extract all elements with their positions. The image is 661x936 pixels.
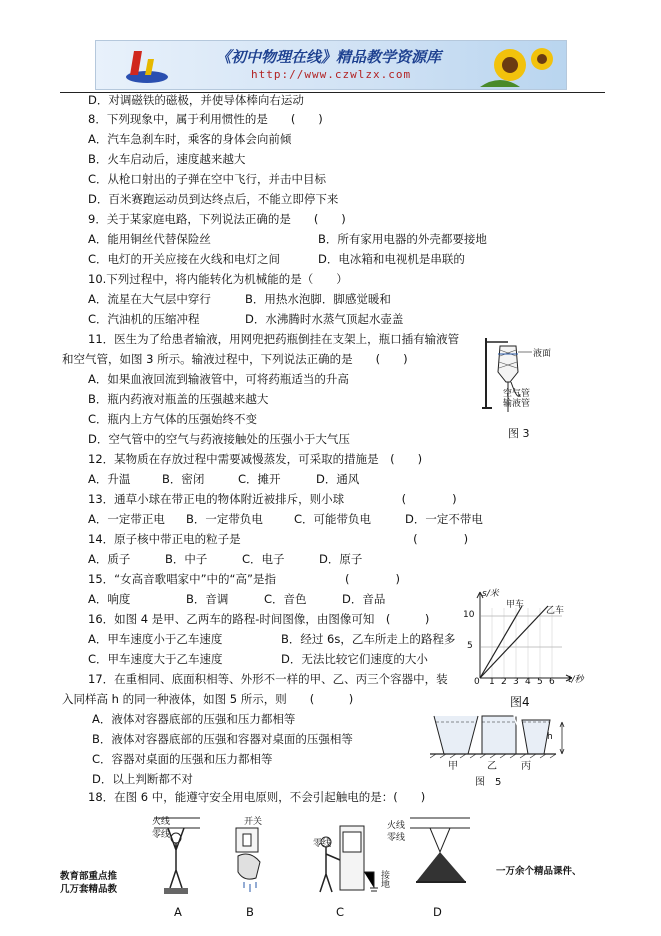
q12-option-a: A．升温 xyxy=(88,472,131,486)
q12-option-c: C．摊开 xyxy=(238,472,281,486)
q15-stem: 15．“女高音歌唱家中”中的“高”是指 ( ) xyxy=(88,572,400,586)
fig4-xtick-5: 5 xyxy=(537,677,543,687)
fig3-label-air-tube: 空气管 xyxy=(503,389,531,399)
q15-option-a: A．响度 xyxy=(88,592,131,606)
fig5-label-yi: 乙 xyxy=(487,761,497,772)
q14-option-a: A．质子 xyxy=(88,552,131,566)
q17-option-b: B．液体对容器底部的压强和容器对桌面的压强相等 xyxy=(92,732,353,746)
q12-stem: 12．某物质在存放过程中需要减慢蒸发，可采取的措施是 ( ) xyxy=(88,452,423,466)
q15-option-c: C．音色 xyxy=(264,592,307,606)
q12-option-b: B．密闭 xyxy=(162,472,205,486)
footer-right: 一万余个精品课件、 xyxy=(496,866,582,877)
q8-option-d: D．百米赛跑运动员到达终点后，不能立即停下来 xyxy=(88,192,339,206)
series-yi-line xyxy=(480,606,548,678)
q11-option-b: B．瓶内药液对瓶盖的压强越来越大 xyxy=(88,392,269,406)
q13-option-a: A．一定带正电 xyxy=(88,512,165,526)
q8-option-a: A．汽车急刹车时，乘客的身体会向前倾 xyxy=(88,132,292,146)
q11-option-d: D．空气管中的空气与药液接触处的压强小于大气压 xyxy=(88,432,350,446)
fig6b-label-switch: 开关 xyxy=(244,817,263,827)
q18-stem: 18．在图 6 中，能遵守安全用电原则，不会引起触电的是：( ) xyxy=(88,790,426,804)
q9-option-d: D．电冰箱和电视机是串联的 xyxy=(318,252,465,266)
fig6-option-d: D xyxy=(433,905,442,919)
fig6d-label-live: 火线 xyxy=(387,821,406,831)
q10-option-c: C．汽油机的压缩冲程 xyxy=(88,312,200,326)
q11-option-a: A．如果血液回流到输液管中，可将药瓶适当的升高 xyxy=(88,372,349,386)
fig5-h-label: h xyxy=(547,732,553,742)
fig3-label-liquid-surface: 液面 xyxy=(533,349,552,359)
fig4-legend-jia: 甲车 xyxy=(506,600,525,610)
fig6d-label-neutral: 零线 xyxy=(387,833,406,843)
header-url: http://www.czwlzx.com xyxy=(251,68,412,81)
fig6a-label-neutral: 零线 xyxy=(152,830,171,840)
q10-stem: 10.下列过程中，将内能转化为机械能的是（ ） xyxy=(88,272,348,286)
q15-option-b: B．音调 xyxy=(186,592,229,606)
q9-option-c: C．电灯的开关应接在火线和电灯之间 xyxy=(88,252,281,266)
q16-option-b: B．经过 6s，乙车所走上的路程多 xyxy=(281,632,456,646)
fig4-xtick-2: 2 xyxy=(501,677,507,687)
q10-option-b: B．用热水泡脚．脚感觉暖和 xyxy=(245,292,391,306)
q9-option-b: B．所有家用电器的外壳都要接地 xyxy=(318,232,487,246)
fig5-caption: 图 5 xyxy=(475,777,502,788)
series-jia-line xyxy=(480,606,522,678)
fig4-caption: 图4 xyxy=(510,695,530,709)
fig4-ylabel: s/米 xyxy=(482,589,499,599)
q17-stem-1: 17．在重相同、底面积相等、外形不一样的甲、乙、丙三个容器中，装 xyxy=(88,672,448,686)
q16-option-a: A．甲车速度小于乙车速度 xyxy=(88,632,223,646)
fig4-xtick-3: 3 xyxy=(513,677,519,687)
q17-option-a: A．液体对容器底部的压强和压力都相等 xyxy=(92,712,296,726)
q10-option-d: D．水沸腾时水蒸气顶起水壶盖 xyxy=(245,312,404,326)
fig4-xtick-1: 1 xyxy=(489,677,495,687)
q16-stem: 16．如图 4 是甲、乙两车的路程-时间图像，由图像可知 ( ) xyxy=(88,612,430,626)
q14-option-c: C．电子 xyxy=(242,552,285,566)
q16-option-d: D．无法比较它们速度的大小 xyxy=(281,652,428,666)
q12-option-d: D．通风 xyxy=(316,472,360,486)
fig6-option-c: C xyxy=(336,905,345,919)
q13-stem: 13．通草小球在带正电的物体附近被排斥，则小球 ( ) xyxy=(88,492,457,506)
fig5-label-jia: 甲 xyxy=(448,761,458,772)
logo-icon xyxy=(124,47,170,85)
q10-option-a: A．流星在大气层中穿行 xyxy=(88,292,211,306)
fig6c-label-neutral: 零线 xyxy=(313,839,332,849)
figure-6-safety-scenes xyxy=(140,812,470,906)
q11-option-c: C．瓶内上方气体的压强始终不变 xyxy=(88,412,258,426)
q14-option-b: B．中子 xyxy=(165,552,208,566)
fig5-label-bing: 丙 xyxy=(521,761,531,772)
q16-option-c: C．甲车速度大于乙车速度 xyxy=(88,652,223,666)
fig4-ytick-5: 5 xyxy=(467,641,473,651)
fig3-caption: 图 3 xyxy=(508,427,530,440)
q8-option-b: B．火车启动后，速度越来越大 xyxy=(88,152,246,166)
q9-stem: 9．关于某家庭电路，下列说法正确的是 ( ) xyxy=(88,212,346,226)
q14-stem: 14．原子核中带正电的粒子是 ( ) xyxy=(88,532,469,546)
header-title: 《初中物理在线》精品教学资源库 xyxy=(216,48,442,66)
header-banner xyxy=(95,40,567,90)
fig6a-label-live: 火线 xyxy=(152,817,171,827)
fig4-xtick-0: 0 xyxy=(474,677,480,687)
q13-option-b: B．一定带负电 xyxy=(186,512,263,526)
q17-option-c: C．容器对桌面的压强和压力都相等 xyxy=(92,752,273,766)
q8-stem: 8．下列现象中，属于利用惯性的是 ( ) xyxy=(88,112,323,126)
fig6c-label-ground: 接地 xyxy=(379,870,389,888)
footer-left-line-2: 几万套精品教 xyxy=(60,884,118,895)
q13-option-d: D．一定不带电 xyxy=(405,512,483,526)
sunflower-icon xyxy=(480,43,560,87)
fig4-xtick-4: 4 xyxy=(525,677,531,687)
footer-left-line-1: 教育部重点推 xyxy=(60,871,118,882)
q14-option-d: D．原子 xyxy=(319,552,363,566)
fig4-xlabel: t/秒 xyxy=(568,675,584,685)
q7-option-d: D．对调磁铁的磁极，并使导体棒向右运动 xyxy=(88,93,304,107)
q13-option-c: C．可能带负电 xyxy=(294,512,372,526)
fig6-option-a: A xyxy=(174,905,182,919)
q17-stem-2: 入同样高 h 的同一种液体，如图 5 所示，则 ( ) xyxy=(62,692,354,706)
q9-option-a: A．能用铜丝代替保险丝 xyxy=(88,232,211,246)
q11-stem-2: 和空气管，如图 3 所示。输液过程中，下列说法正确的是 ( ) xyxy=(62,352,408,366)
fig3-label-drip-tube: 输液管 xyxy=(503,399,531,409)
fig4-ytick-10: 10 xyxy=(463,610,475,620)
fig4-legend-yi: 乙车 xyxy=(546,606,565,616)
q15-option-d: D．音品 xyxy=(342,592,386,606)
q8-option-c: C．从枪口射出的子弹在空中飞行，并击中目标 xyxy=(88,172,327,186)
q11-stem-1: 11．医生为了给患者输液，用网兜把药瓶倒挂在支架上，瓶口插有输液管 xyxy=(88,332,460,346)
fig4-xtick-6: 6 xyxy=(549,677,555,687)
fig6-option-b: B xyxy=(246,905,254,919)
q17-option-d: D．以上判断都不对 xyxy=(92,772,193,786)
